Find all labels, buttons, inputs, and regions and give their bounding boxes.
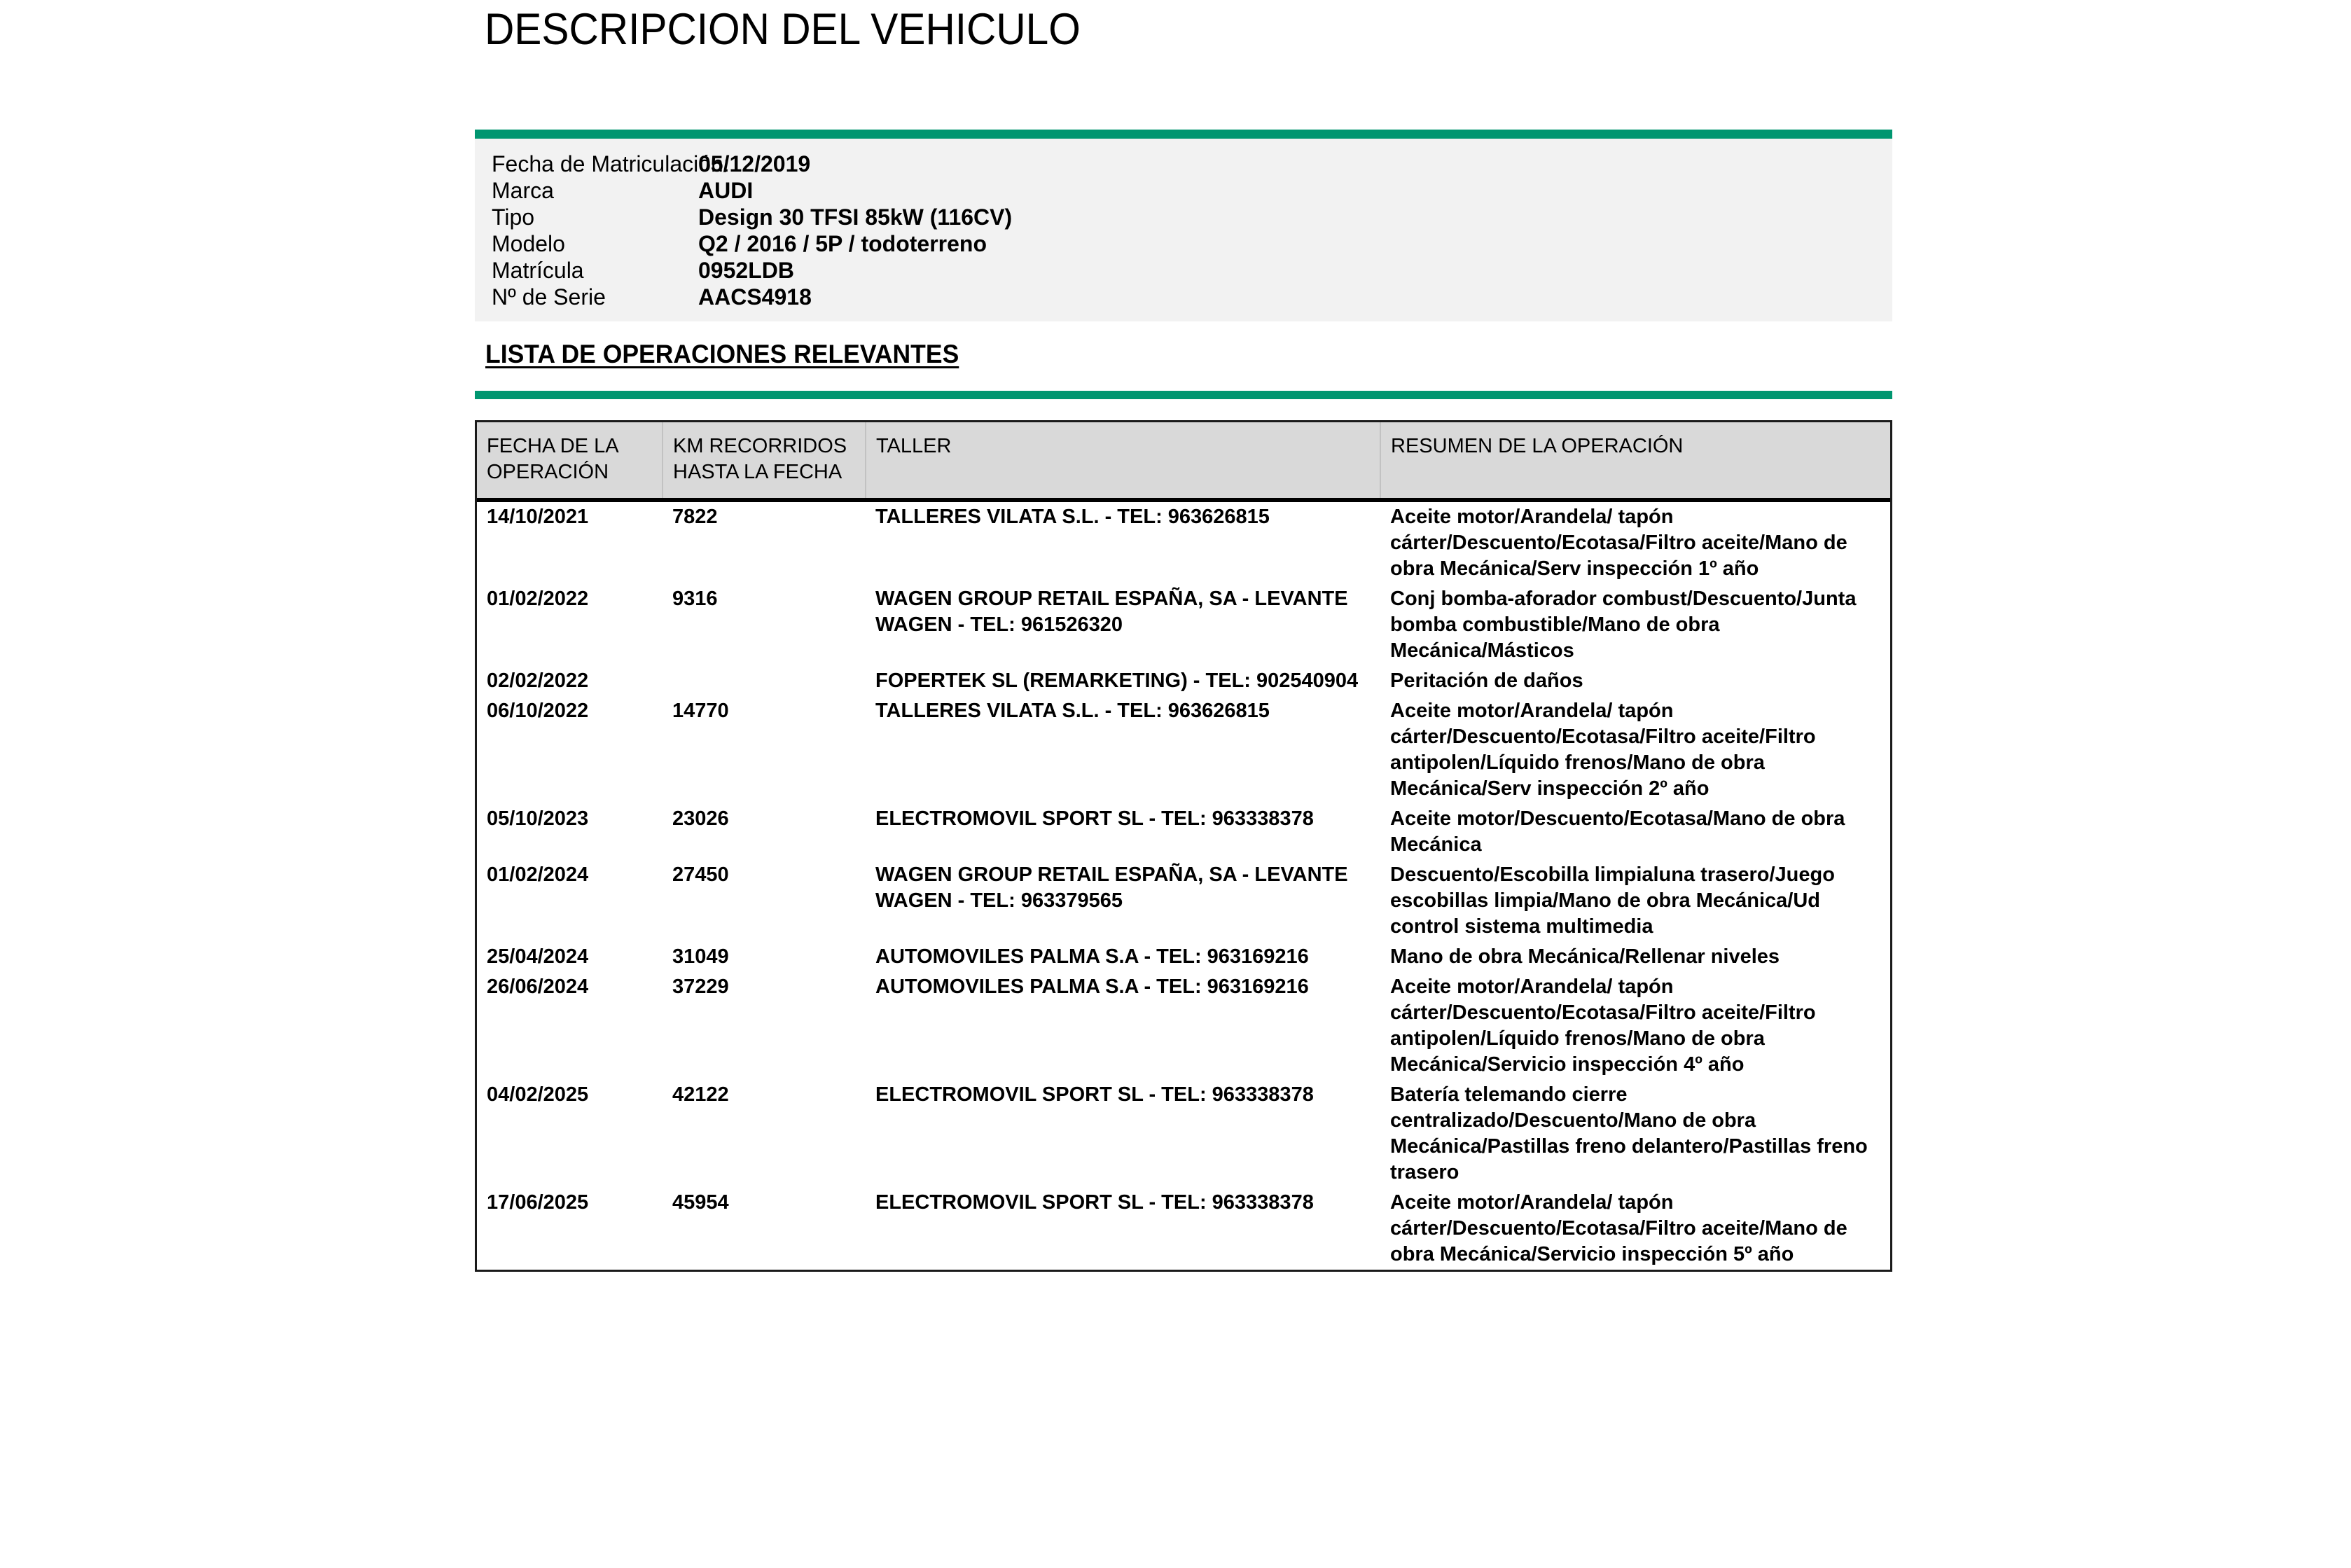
- km-value: 37229: [672, 976, 729, 998]
- operation-date: 14/10/2021: [487, 506, 589, 528]
- workshop-name: AUTOMOVILES PALMA S.A - TEL: 963169216: [875, 945, 1309, 968]
- table-row: [477, 584, 1890, 666]
- table-row: [477, 1188, 1890, 1270]
- operation-date: 01/02/2022: [487, 588, 589, 610]
- workshop-name: TALLERES VILATA S.L. - TEL: 963626815: [875, 506, 1270, 528]
- vehicle-info-row: [475, 230, 1892, 257]
- operation-date: 04/02/2025: [487, 1083, 589, 1106]
- vehicle-info-value: 0952LDB: [698, 258, 794, 283]
- operation-date: 25/04/2024: [487, 945, 589, 968]
- vehicle-info-row: [475, 257, 1892, 284]
- vehicle-info-label: Marca: [492, 178, 554, 203]
- operation-summary: Conj bomba-aforador combust/Descuento/Junta bomba combustible/Mano de obra Mecánica/Másticos: [1390, 588, 1857, 662]
- vehicle-info-value: 05/12/2019: [698, 151, 811, 176]
- workshop-name: ELECTROMOVIL SPORT SL - TEL: 963338378: [875, 1083, 1314, 1106]
- column-header-taller: TALLER: [866, 422, 1380, 500]
- vehicle-info-value: Q2 / 2016 / 5P / todoterreno: [698, 231, 987, 256]
- column-header-fecha-operacion: FECHA DE LA OPERACIÓN: [477, 422, 663, 500]
- vehicle-info-label: Tipo: [492, 204, 535, 230]
- workshop-name: WAGEN GROUP RETAIL ESPAÑA, SA - LEVANTE WAGEN - TEL: 961526320: [875, 588, 1348, 636]
- workshop-name: ELECTROMOVIL SPORT SL - TEL: 963338378: [875, 807, 1314, 830]
- column-header-km-recorridos: KM RECORRIDOS HASTA LA FECHA: [663, 422, 866, 500]
- operation-date: 02/02/2022: [487, 669, 589, 692]
- section-heading-operations: LISTA DE OPERACIONES RELEVANTES: [485, 340, 959, 368]
- table-row: [477, 860, 1890, 942]
- operation-summary: Aceite motor/Arandela/ tapón cárter/Descuento/Ecotasa/Filtro aceite/Mano de obra Mecánica/Serv inspección 1º año: [1390, 506, 1847, 580]
- green-divider-rule: [475, 391, 1892, 399]
- operation-summary: Peritación de daños: [1390, 669, 1583, 692]
- vehicle-info-value: Design 30 TFSI 85kW (116CV): [698, 204, 1013, 230]
- operation-date: 06/10/2022: [487, 700, 589, 722]
- operation-summary: Aceite motor/Descuento/Ecotasa/Mano de obra Mecánica: [1390, 807, 1845, 856]
- table-row: [477, 500, 1890, 584]
- vehicle-info-row: [475, 204, 1892, 230]
- table-header-row: [477, 422, 1890, 500]
- km-value: 45954: [672, 1191, 729, 1214]
- table-row: [477, 972, 1890, 1080]
- km-value: 7822: [672, 506, 718, 528]
- vehicle-info-row: [475, 151, 1892, 177]
- page-title: DESCRIPCION DEL VEHICULO: [485, 5, 1081, 54]
- vehicle-description-box: [475, 130, 1892, 321]
- operations-table-container: [475, 420, 1892, 1272]
- operation-summary: Batería telemando cierre centralizado/Descuento/Mano de obra Mecánica/Pastillas freno delantero/Pastillas freno trasero: [1390, 1083, 1868, 1184]
- operation-summary: Descuento/Escobilla limpialuna trasero/Juego escobillas limpia/Mano de obra Mecánica/Ud control sistema multimedia: [1390, 863, 1835, 938]
- workshop-name: FOPERTEK SL (REMARKETING) - TEL: 902540904: [875, 669, 1359, 692]
- vehicle-info-row: [475, 284, 1892, 310]
- workshop-name: AUTOMOVILES PALMA S.A - TEL: 963169216: [875, 976, 1309, 998]
- column-header-resumen-operacion: RESUMEN DE LA OPERACIÓN: [1380, 422, 1890, 500]
- operation-summary: Aceite motor/Arandela/ tapón cárter/Descuento/Ecotasa/Filtro aceite/Filtro antipolen/Líquido frenos/Mano de obra Mecánica/Serv inspección 2º año: [1390, 700, 1816, 800]
- km-value: 42122: [672, 1083, 729, 1106]
- operations-table: [477, 422, 1890, 1270]
- workshop-name: WAGEN GROUP RETAIL ESPAÑA, SA - LEVANTE WAGEN - TEL: 963379565: [875, 863, 1348, 912]
- operation-date: 26/06/2024: [487, 976, 589, 998]
- workshop-name: ELECTROMOVIL SPORT SL - TEL: 963338378: [875, 1191, 1314, 1214]
- table-row: [477, 666, 1890, 696]
- km-value: 27450: [672, 863, 729, 886]
- operation-summary: Mano de obra Mecánica/Rellenar niveles: [1390, 945, 1780, 968]
- vehicle-info-row: [475, 177, 1892, 204]
- operation-date: 01/02/2024: [487, 863, 589, 886]
- table-row: [477, 804, 1890, 860]
- vehicle-info-value: AUDI: [698, 178, 754, 203]
- km-value: 9316: [672, 588, 718, 610]
- vehicle-info-label: Nº de Serie: [492, 284, 606, 310]
- operation-summary: Aceite motor/Arandela/ tapón cárter/Descuento/Ecotasa/Filtro aceite/Filtro antipolen/Líquido frenos/Mano de obra Mecánica/Servicio inspección 4º año: [1390, 976, 1816, 1076]
- operation-summary: Aceite motor/Arandela/ tapón cárter/Descuento/Ecotasa/Filtro aceite/Mano de obra Mecánica/Servicio inspección 5º año: [1390, 1191, 1847, 1265]
- table-row: [477, 696, 1890, 804]
- operation-date: 05/10/2023: [487, 807, 589, 830]
- workshop-name: TALLERES VILATA S.L. - TEL: 963626815: [875, 700, 1270, 722]
- table-row: [477, 942, 1890, 972]
- vehicle-info-label: Matrícula: [492, 258, 584, 283]
- km-value: [663, 666, 866, 696]
- vehicle-info-value: AACS4918: [698, 284, 812, 310]
- km-value: 31049: [672, 945, 729, 968]
- km-value: 23026: [672, 807, 729, 830]
- vehicle-info-label: Fecha de Matriculación:: [492, 151, 730, 176]
- table-body: [477, 500, 1890, 1270]
- vehicle-info-label: Modelo: [492, 231, 565, 256]
- km-value: 14770: [672, 700, 729, 722]
- table-header: [477, 422, 1890, 500]
- operation-date: 17/06/2025: [487, 1191, 589, 1214]
- table-row: [477, 1080, 1890, 1188]
